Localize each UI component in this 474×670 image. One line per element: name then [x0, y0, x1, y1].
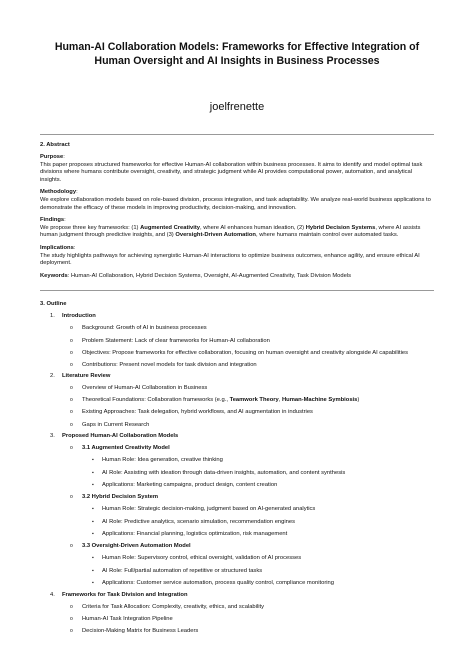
list-item-text: Decision-Making Matrix for Business Leaders: [82, 627, 199, 634]
paper-page: [40, 40, 434, 635]
findings-text-part: We propose three key frameworks: (1): [40, 224, 141, 231]
list-item-text: Applications: Marketing campaigns, product design, content creation: [102, 482, 278, 489]
list-item: [40, 615, 434, 623]
outline-section-4: [40, 591, 434, 599]
list-item: [40, 396, 434, 404]
outline-section-1: [40, 312, 434, 320]
purpose-text: This paper proposes structured frameworks for effective Human-AI collaboration within business processes. It aims to identify and model optimal task divisions where humans contribute oversight, creativity, and strategic judgment while AI provides computational power, automation, and analytical insights.: [40, 161, 423, 183]
section-title: Literature Review: [62, 373, 111, 380]
list-item-text: Applications: Financial planning, logistics optimization, risk management: [102, 531, 288, 538]
findings-label: Findings: [40, 217, 65, 224]
implications-label: Implications: [40, 244, 74, 251]
model-title: 3.1 Augmented Creativity Model: [82, 445, 170, 452]
author-name: joelfrenette: [209, 101, 265, 113]
hollow-bullet-icon: o: [70, 627, 73, 634]
list-item-text: Gaps in Current Research: [82, 421, 150, 428]
square-bullet-icon: ▪: [92, 457, 94, 464]
outline-heading: 3. Outline: [40, 301, 67, 308]
list-item: [40, 518, 434, 526]
implications-text: The study highlights pathways for achieving synergistic Human-AI interactions to optimize business outcomes, enhance agility, and ensure ethical AI deployment.: [40, 252, 420, 267]
list-item: [40, 361, 434, 369]
findings-block: Findings: We propose three key frameworks: (1) Augmented Creativity, where AI enhances human ideation, (2) Hybrid Decision Systems, where AI assists human judgment through predictive insights, and (3) Oversight-Driven Automation, where humans maintain control over automated tasks.: [40, 217, 434, 240]
paper-title: Human-AI Collaboration Models: Frameworks for Effective Integration of Human Oversight and AI Insights in Business Processes: [54, 41, 420, 67]
list-item: [40, 469, 434, 477]
keywords-block: Keywords: Human-AI Collaboration, Hybrid Decision Systems, Oversight, AI-Augmented Creativity, Task Division Models: [40, 272, 352, 279]
framework-oversight-automation: Oversight-Driven Automation: [175, 232, 256, 239]
methodology-block: Methodology: We explore collaboration models based on role-based division, process integration, and task adaptability. We analyze real-world business applications to demonstrate the efficacy of these models in improving productivity, decision-making, and innovation.: [40, 189, 434, 212]
framework-augmented-creativity: Augmented Creativity: [140, 224, 201, 231]
hollow-bullet-icon: o: [70, 361, 73, 368]
list-item: [40, 554, 434, 562]
list-item-text: Theoretical Foundations: Collaboration frameworks (e.g.,: [82, 397, 230, 404]
square-bullet-icon: ▪: [92, 531, 94, 538]
findings-text-part: , where humans maintain control over automated tasks.: [255, 232, 399, 239]
list-item: [40, 603, 434, 611]
hollow-bullet-icon: o: [70, 615, 73, 622]
section-title: Frameworks for Task Division and Integration: [62, 591, 188, 598]
list-item-text: Criteria for Task Allocation: Complexity, creativity, ethics, and scalability: [82, 603, 265, 610]
methodology-text: We explore collaboration models based on role-based division, process integration, and task adaptability. We analyze real-world business applications to demonstrate the efficacy of these models in improving productivity, decision-making, and innovation.: [40, 196, 431, 211]
list-item-text: ,: [278, 397, 282, 404]
teamwork-theory-term: Teamwork Theory: [229, 397, 279, 404]
section-number: 3.: [50, 433, 55, 440]
model-heading: [40, 542, 434, 550]
outline-section-2: [40, 372, 434, 380]
hollow-bullet-icon: o: [70, 349, 73, 356]
hollow-bullet-icon: o: [70, 445, 73, 452]
abstract-heading: 2. Abstract: [40, 142, 70, 148]
hollow-bullet-icon: o: [70, 603, 73, 610]
square-bullet-icon: ▪: [92, 567, 94, 574]
section-number: 4.: [50, 591, 55, 598]
list-item-text: Background: Growth of AI in business processes: [82, 325, 207, 332]
square-bullet-icon: ▪: [92, 518, 94, 525]
list-item-text: Problem Statement: Lack of clear frameworks for Human-AI collaboration: [82, 337, 270, 344]
section-number: 2.: [50, 373, 55, 380]
list-item: [40, 627, 434, 635]
list-item: [40, 349, 434, 357]
list-item-text: Existing Approaches: Task delegation, hybrid workflows, and AI augmentation in industries: [82, 409, 313, 416]
square-bullet-icon: ▪: [92, 555, 94, 562]
hollow-bullet-icon: o: [70, 409, 73, 416]
square-bullet-icon: ▪: [92, 469, 94, 476]
list-item: [40, 324, 434, 332]
implications-block: Implications: The study highlights pathways for achieving synergistic Human-AI interactions to optimize business outcomes, enhance agility, and ensure ethical AI deployment.: [40, 245, 434, 268]
list-item-text: Contributions: Present novel models for task division and integration: [82, 361, 257, 368]
list-item: [40, 505, 434, 513]
list-item: [40, 481, 434, 489]
list-item: [40, 456, 434, 464]
list-item: [40, 408, 434, 416]
purpose-label: Purpose: [40, 154, 64, 160]
methodology-label: Methodology: [40, 189, 77, 196]
square-bullet-icon: ▪: [92, 482, 94, 489]
list-item-text: Overview of Human-AI Collaboration in Business: [82, 385, 208, 392]
hollow-bullet-icon: o: [70, 337, 73, 344]
list-item-text: Human Role: Strategic decision-making, judgment based on AI-generated analytics: [102, 506, 316, 513]
keywords-text: Human-AI Collaboration, Hybrid Decision Systems, Oversight, AI-Augmented Creativity, Task Division Models: [70, 272, 352, 279]
list-item: [40, 337, 434, 345]
section-number: 1.: [50, 313, 55, 320]
model-title: 3.3 Oversight-Driven Automation Model: [82, 543, 191, 550]
list-item-text: Applications: Customer service automation, process quality control, compliance monitoring: [102, 580, 334, 587]
list-item-text: Human-AI Task Integration Pipeline: [82, 615, 173, 622]
divider-middle: [40, 290, 434, 291]
list-item-text: ): [357, 397, 360, 404]
list-item-text: AI Role: Full/partial automation of repetitive or structured tasks: [102, 567, 263, 574]
keywords-label: Keywords: [40, 272, 68, 279]
human-machine-symbiosis-term: Human-Machine Symbiosis: [282, 397, 358, 404]
framework-hybrid-decision: Hybrid Decision Systems: [305, 224, 376, 231]
list-item: [40, 530, 434, 538]
divider-top: [40, 134, 434, 135]
list-item: [40, 579, 434, 587]
outline-section-3: [40, 432, 434, 440]
outline-list: [40, 312, 434, 634]
hollow-bullet-icon: o: [70, 543, 73, 550]
model-heading: [40, 493, 434, 501]
list-item-text: Objectives: Propose frameworks for effective collaboration, focusing on human oversight and creativity alongside AI capabilities: [82, 349, 408, 356]
square-bullet-icon: ▪: [92, 506, 94, 513]
hollow-bullet-icon: o: [70, 397, 73, 404]
findings-text: [40, 225, 434, 240]
list-item-text: Human Role: Supervisory control, ethical oversight, validation of AI processes: [102, 555, 302, 562]
purpose-block: Purpose: This paper proposes structured frameworks for effective Human-AI collaboration within business processes. It aims to identify and model optimal task divisions where humans contribute oversight, creativity, and strategic judgment while AI provides computational power, automation, and analytical insights.: [40, 154, 434, 184]
square-bullet-icon: ▪: [92, 580, 94, 587]
list-item: [40, 421, 434, 429]
model-heading: [40, 444, 434, 452]
findings-text-part: , where AI assists human judgment through predictive insights, and (3): [40, 224, 421, 239]
list-item-text: AI Role: Predictive analytics, scenario simulation, recommendation engines: [102, 518, 296, 525]
section-title: Introduction: [62, 313, 96, 320]
list-item-text: AI Role: Assisting with ideation through data-driven insights, automation, and content synthesis: [102, 469, 346, 476]
list-item: [40, 384, 434, 392]
list-item-text: Human Role: Idea generation, creative thinking: [102, 457, 223, 464]
list-item: [40, 567, 434, 575]
model-title: 3.2 Hybrid Decision System: [82, 494, 159, 501]
section-title: Proposed Human-AI Collaboration Models: [62, 433, 179, 440]
hollow-bullet-icon: o: [70, 421, 73, 428]
findings-text-part: , where AI enhances human ideation, (2): [200, 224, 306, 231]
hollow-bullet-icon: o: [70, 494, 73, 501]
hollow-bullet-icon: o: [70, 385, 73, 392]
hollow-bullet-icon: o: [70, 325, 73, 332]
